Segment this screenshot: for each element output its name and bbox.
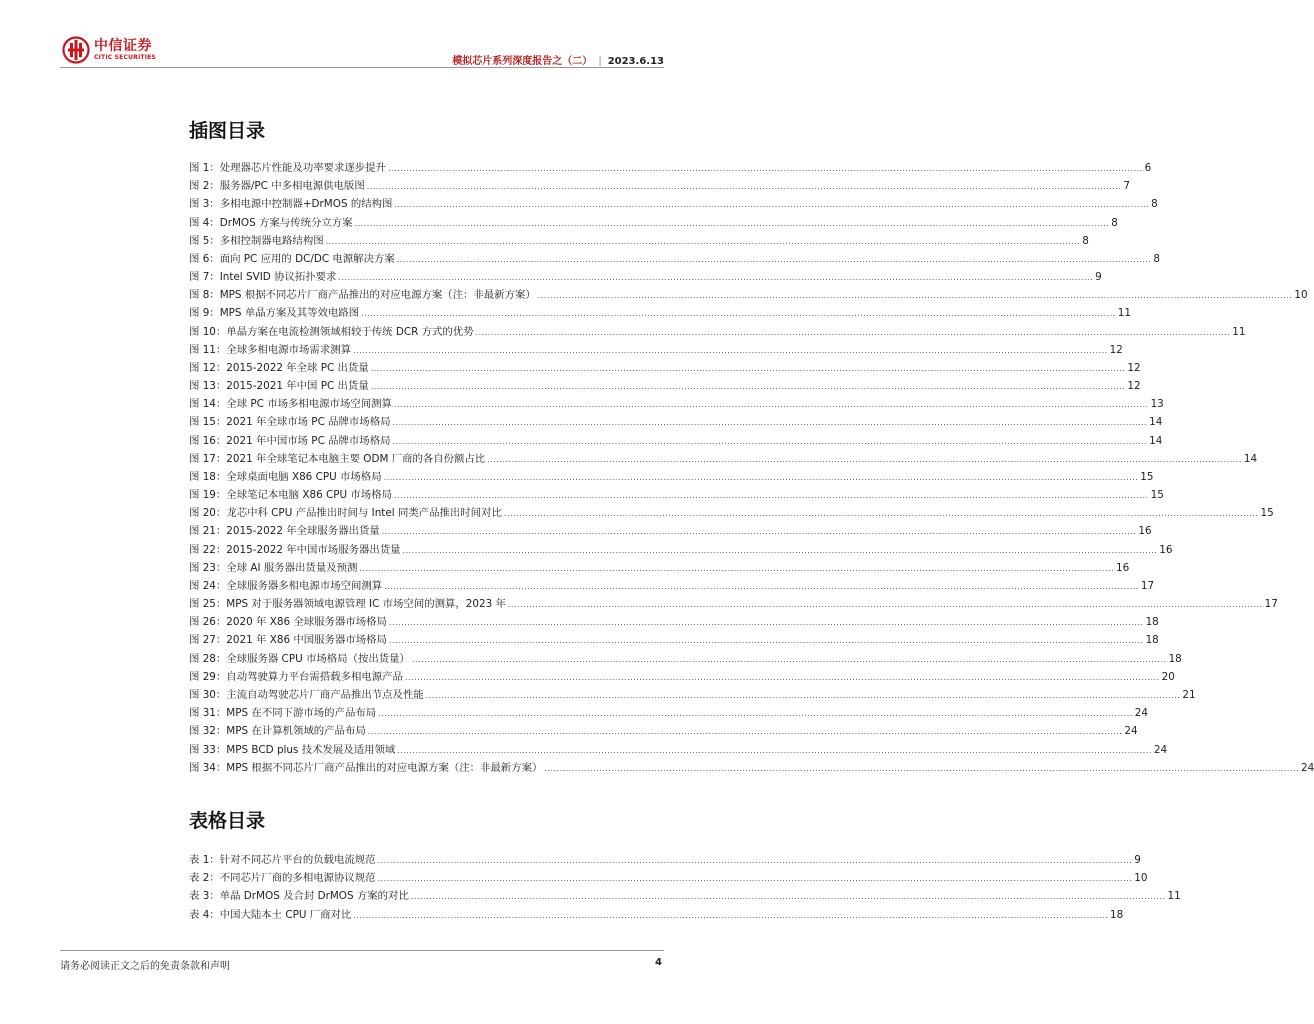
toc-dot-leader	[544, 764, 1299, 773]
toc-entry-page: 9	[1134, 854, 1141, 866]
header-divider	[60, 67, 664, 68]
toc-entry-label: 图 21：2015-2022 年全球服务器出货量	[189, 525, 380, 538]
toc-entry-label: 表 2：不同芯片厂商的多相电源协议规范	[189, 872, 376, 885]
toc-dot-leader	[353, 911, 1108, 920]
toc-entry-label: 图 31：MPS 在不同下游市场的产品布局	[189, 707, 377, 720]
toc-entry-page: 17	[1140, 579, 1155, 592]
toc-entry-label: 图 24：全球服务器多相电源市场空间测算	[189, 579, 383, 592]
logo-chinese-name: 中信证券	[94, 38, 152, 54]
toc-dot-leader	[487, 455, 1242, 464]
toc-dot-leader	[359, 564, 1114, 573]
toc-dot-leader	[412, 655, 1167, 664]
toc-dot-leader	[378, 709, 1133, 718]
figures-list	[189, 159, 1314, 777]
toc-entry[interactable]	[189, 450, 1258, 468]
toc-dot-leader	[538, 291, 1293, 300]
toc-entry-label: 表 3：单晶 DrMOS 及合封 DrMOS 方案的对比	[189, 890, 409, 903]
toc-entry-label: 图 4：DrMOS 方案与传统分立方案	[189, 216, 353, 229]
toc-dot-leader	[392, 437, 1147, 446]
tables-section-title: 表格目录	[189, 810, 266, 832]
citic-emblem-icon	[62, 36, 90, 64]
toc-entry-label: 图 32：MPS 在计算机领域的产品布局	[189, 725, 366, 738]
toc-entry[interactable]	[189, 541, 1173, 559]
toc-entry-page: 18	[1110, 908, 1124, 921]
toc-entry[interactable]	[189, 268, 1102, 286]
toc-dot-leader	[397, 255, 1152, 264]
toc-entry-label: 图 30：主流自动驾驶芯片厂商产品推出节点及性能	[189, 688, 424, 701]
toc-entry-page: 8	[1082, 234, 1089, 247]
toc-dot-leader	[394, 200, 1149, 209]
toc-entry-page: 8	[1153, 252, 1161, 265]
toc-entry-label: 图 11：全球多相电源市场需求测算	[189, 343, 351, 356]
toc-entry-label: 图 33：MPS BCD plus 技术发展及适用领域	[189, 743, 396, 756]
toc-entry-label: 图 15：2021 年全球市场 PC 品牌市场格局	[189, 416, 391, 429]
toc-dot-leader	[476, 328, 1231, 337]
toc-dot-leader	[508, 600, 1263, 609]
toc-entry-label: 图 14：全球 PC 市场多相电源市场空间测算	[189, 398, 392, 411]
toc-entry[interactable]	[189, 851, 1141, 869]
toc-entry-page: 15	[1150, 489, 1164, 502]
toc-dot-leader	[326, 237, 1081, 246]
toc-entry-label: 表 4：中国大陆本土 CPU 厂商对比	[189, 908, 352, 921]
toc-dot-leader	[389, 636, 1144, 645]
toc-entry-label: 图 27：2021 年 X86 中国服务器市场格局	[189, 634, 387, 647]
toc-entry-label: 图 34：MPS 根据不同芯片厂商产品推出的对应电源方案（注：非最新方案）	[189, 761, 543, 774]
toc-entry-page: 21	[1182, 688, 1196, 701]
toc-entry[interactable]	[189, 377, 1141, 395]
toc-entry-page: 8	[1111, 216, 1118, 229]
header-separator: |	[598, 56, 602, 67]
toc-dot-leader	[368, 727, 1123, 736]
toc-entry-label: 图 8：MPS 根据不同芯片厂商产品推出的对应电源方案（注：非最新方案）	[189, 289, 536, 302]
page-number: 4	[655, 957, 662, 968]
toc-entry-label: 图 20：龙芯中科 CPU 产品推出时间与 Intel 同类产品推出时间对比	[189, 507, 502, 520]
toc-entry-label: 图 26：2020 年 X86 全球服务器市场格局	[189, 616, 387, 629]
toc-entry[interactable]	[189, 722, 1138, 740]
toc-entry-page: 14	[1149, 434, 1163, 447]
toc-entry-page: 11	[1167, 890, 1181, 903]
toc-entry-label: 图 1：处理器芯片性能及功率要求逐步提升	[189, 162, 386, 174]
toc-dot-leader	[397, 746, 1152, 755]
toc-entry-page: 18	[1168, 652, 1182, 665]
toc-entry-page: 18	[1145, 634, 1159, 647]
toc-entry-page: 8	[1151, 198, 1158, 211]
toc-entry-page: 14	[1149, 416, 1163, 429]
toc-dot-leader	[361, 309, 1116, 318]
toc-entry-page: 24	[1134, 707, 1149, 720]
toc-entry[interactable]	[189, 577, 1155, 595]
toc-dot-leader	[384, 473, 1139, 482]
toc-entry[interactable]	[189, 323, 1246, 341]
toc-entry[interactable]	[189, 650, 1182, 668]
toc-entry[interactable]	[189, 432, 1163, 450]
toc-entry-label: 图 29：自动驾驶算力平台需搭载多相电源产品	[189, 670, 403, 683]
toc-entry[interactable]	[189, 869, 1148, 887]
toc-entry-page: 15	[1260, 507, 1274, 520]
toc-dot-leader	[392, 418, 1147, 427]
report-series-title: 模拟芯片系列深度报告之（二）	[452, 56, 593, 67]
toc-dot-leader	[394, 400, 1149, 409]
toc-entry-page: 6	[1144, 162, 1152, 174]
toc-entry[interactable]	[189, 304, 1132, 322]
toc-entry-label: 图 28：全球服务器 CPU 市场格局（按出货量）	[189, 652, 410, 665]
toc-entry-label: 图 3：多相电源中控制器+DrMOS 的结构图	[189, 198, 393, 211]
toc-dot-leader	[403, 546, 1158, 555]
toc-entry-label: 图 23：全球 AI 服务器出货量及预测	[189, 561, 358, 574]
toc-entry[interactable]	[189, 522, 1152, 540]
toc-entry-label: 图 22：2015-2022 年中国市场服务器出货量	[189, 543, 401, 556]
toc-dot-leader	[367, 182, 1122, 191]
toc-entry-page: 18	[1145, 616, 1159, 629]
toc-entry-label: 图 5：多相控制器电路结构图	[189, 234, 324, 247]
toc-entry-page: 20	[1161, 670, 1175, 683]
toc-entry-page: 17	[1264, 598, 1278, 611]
toc-entry-page: 16	[1116, 561, 1130, 574]
toc-entry-page: 12	[1109, 343, 1123, 356]
toc-entry-page: 10	[1294, 289, 1308, 302]
toc-dot-leader	[371, 382, 1126, 391]
toc-entry-label: 表 1：针对不同芯片平台的负载电流规范	[189, 854, 376, 866]
toc-dot-leader	[378, 874, 1133, 883]
toc-entry[interactable]	[189, 759, 1314, 777]
report-header	[452, 52, 664, 67]
toc-dot-leader	[338, 273, 1093, 282]
toc-entry[interactable]	[189, 413, 1163, 431]
toc-entry-label: 图 10：单晶方案在电流检测领域相较于传统 DCR 方式的优势	[189, 325, 474, 338]
toc-entry-label: 图 13：2015-2021 年中国 PC 出货量	[189, 380, 369, 393]
toc-entry-page: 24	[1153, 743, 1168, 756]
toc-entry-page: 11	[1117, 307, 1132, 320]
toc-entry[interactable]	[189, 559, 1130, 577]
figures-section-title: 插图目录	[189, 120, 266, 142]
toc-entry-page: 16	[1159, 543, 1173, 556]
toc-dot-leader	[382, 527, 1137, 536]
citic-logo	[62, 36, 156, 64]
report-date: 2023.6.13	[607, 56, 664, 67]
toc-entry[interactable]	[189, 504, 1274, 522]
toc-entry-page: 13	[1150, 398, 1164, 411]
toc-dot-leader	[504, 509, 1259, 518]
toc-dot-leader	[388, 164, 1143, 173]
toc-entry[interactable]	[189, 159, 1152, 177]
toc-entry[interactable]	[189, 631, 1159, 649]
toc-entry-page: 14	[1243, 452, 1258, 465]
toc-entry-page: 24	[1301, 761, 1314, 774]
toc-entry[interactable]	[189, 906, 1124, 924]
toc-dot-leader	[371, 364, 1126, 373]
toc-dot-leader	[353, 346, 1108, 355]
toc-entry[interactable]	[189, 704, 1149, 722]
toc-entry-page: 16	[1138, 525, 1152, 538]
toc-entry[interactable]	[189, 887, 1181, 905]
toc-entry[interactable]	[189, 595, 1278, 613]
toc-entry[interactable]	[189, 232, 1089, 250]
toc-entry-label: 图 12：2015-2022 年全球 PC 出货量	[189, 361, 369, 374]
toc-entry[interactable]	[189, 486, 1164, 504]
toc-entry-page: 24	[1124, 725, 1138, 738]
logo-english-name: CITIC SECURITIES	[94, 54, 156, 61]
toc-entry-page: 15	[1140, 470, 1154, 483]
footer-divider	[60, 950, 664, 951]
toc-entry[interactable]	[189, 395, 1164, 413]
toc-entry-page: 12	[1127, 361, 1141, 374]
toc-dot-leader	[355, 219, 1110, 228]
toc-entry[interactable]	[189, 341, 1123, 359]
toc-entry-label: 图 2：服务器/PC 中多相电源供电版图	[189, 180, 365, 193]
toc-entry[interactable]	[189, 195, 1158, 213]
toc-dot-leader	[426, 691, 1181, 700]
toc-entry[interactable]	[189, 359, 1141, 377]
toc-dot-leader	[411, 892, 1166, 901]
toc-entry[interactable]	[189, 613, 1159, 631]
toc-dot-leader	[394, 491, 1149, 500]
toc-entry-page: 9	[1095, 271, 1102, 284]
toc-dot-leader	[389, 618, 1144, 627]
toc-entry[interactable]	[189, 468, 1154, 486]
toc-entry[interactable]	[189, 668, 1175, 686]
toc-entry[interactable]	[189, 214, 1118, 232]
toc-entry[interactable]	[189, 177, 1130, 195]
toc-entry-page: 12	[1127, 380, 1141, 393]
footer-disclaimer: 请务必阅读正文之后的免责条款和声明	[60, 961, 230, 972]
toc-entry-label: 图 6：面向 PC 应用的 DC/DC 电源解决方案	[189, 252, 395, 265]
toc-entry-page: 7	[1123, 180, 1130, 193]
toc-entry[interactable]	[189, 286, 1308, 304]
toc-entry[interactable]	[189, 250, 1161, 268]
toc-entry[interactable]	[189, 686, 1196, 704]
toc-entry-label: 图 16：2021 年中国市场 PC 品牌市场格局	[189, 434, 391, 447]
toc-entry-label: 图 7：Intel SVID 协议拓扑要求	[189, 271, 337, 284]
toc-entry-label: 图 17：2021 年全球笔记本电脑主要 ODM 厂商的各自份额占比	[189, 452, 486, 465]
toc-entry-page: 10	[1134, 872, 1148, 885]
toc-entry-label: 图 25：MPS 对于服务器领域电源管理 IC 市场空间的测算，2023 年	[189, 598, 506, 611]
toc-dot-leader	[378, 856, 1133, 865]
toc-dot-leader	[384, 582, 1139, 591]
toc-dot-leader	[405, 673, 1160, 682]
toc-entry-label: 图 18：全球桌面电脑 X86 CPU 市场格局	[189, 470, 382, 483]
toc-entry[interactable]	[189, 741, 1168, 759]
tables-list	[189, 851, 1181, 924]
toc-entry-label: 图 9：MPS 单晶方案及其等效电路图	[189, 307, 360, 320]
toc-entry-label: 图 19：全球笔记本电脑 X86 CPU 市场格局	[189, 489, 392, 502]
toc-entry-page: 11	[1232, 325, 1246, 338]
